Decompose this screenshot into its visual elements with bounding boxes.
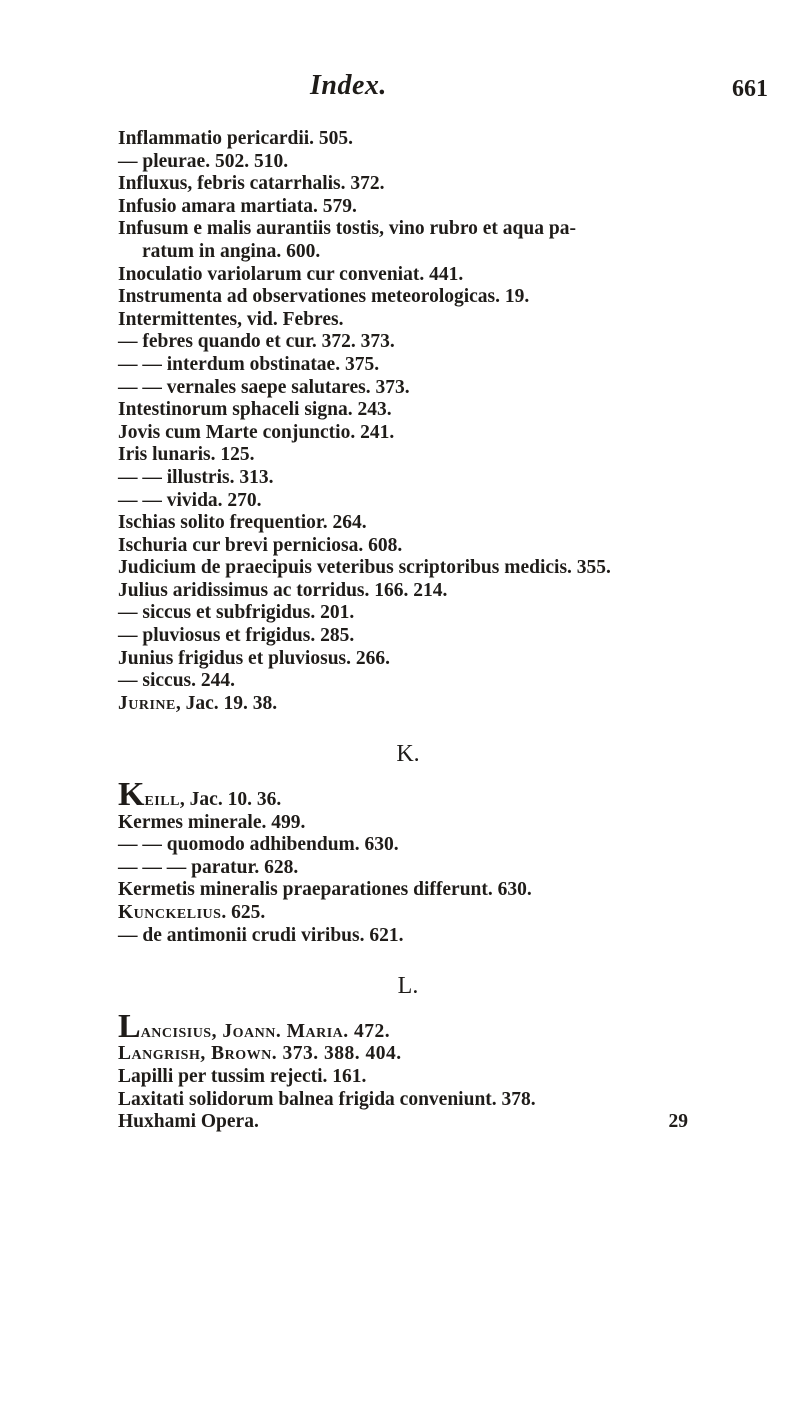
index-entry-keill — [118, 776, 778, 814]
index-entry: Junius frigidus et pluviosus. 266. — [118, 647, 391, 669]
entry-text: , Joann. Maria. 472. — [211, 1020, 391, 1042]
index-entry: Kermes minerale. 499. — [118, 811, 306, 833]
catchline: Huxhami Opera. — [118, 1111, 259, 1133]
index-entry: Influxus, febris catarrhalis. 372. — [118, 173, 385, 195]
author-name: Jurine — [118, 692, 176, 714]
index-entry: — — vernales saepe salutares. 373. — [118, 376, 410, 398]
index-entry-kunckelius — [118, 902, 778, 925]
drop-cap: L — [118, 1007, 141, 1045]
author-name: Kunckelius — [118, 902, 222, 923]
running-title: Index. — [310, 70, 387, 101]
entry-text: , Brown. 373. 388. 404. — [200, 1043, 402, 1065]
signature-mark: 29 — [668, 1111, 688, 1133]
index-entry: Inoculatio variolarum cur conveniat. 441. — [118, 263, 464, 285]
index-entry: Instrumenta ad observationes meteorologicas. 19. — [118, 286, 530, 308]
index-entry: Judicium de praecipuis veteribus scriptoribus medicis. 355. — [118, 557, 611, 579]
index-entry: Inflammatio pericardii. 505. — [118, 128, 354, 149]
page-number: 661 — [732, 76, 768, 102]
index-entry: Ischias solito frequentior. 264. — [118, 512, 367, 534]
index-entry: Jovis cum Marte conjunctio. 241. — [118, 421, 395, 443]
section-heading-k: K. — [396, 741, 420, 768]
running-head — [0, 66, 800, 106]
index-entry: Infusum e malis aurantiis tostis, vino rubro et aqua pa- — [118, 218, 576, 240]
index-entry: Kermetis mineralis praeparationes differunt. 630. — [118, 879, 532, 901]
index-entry: Intermittentes, vid. Febres. — [118, 308, 344, 330]
entry-text: , Jac. 19. 38. — [175, 692, 278, 714]
index-entry: Infusio amara martiata. 579. — [118, 195, 357, 217]
index-entry: — de antimonii crudi viribus. 621. — [118, 924, 404, 946]
index-entry: Lapilli per tussim rejecti. 161. — [118, 1065, 367, 1087]
index-entry: — — quomodo adhibendum. 630. — [118, 834, 399, 856]
index-entries-i — [118, 128, 778, 693]
index-entry: Intestinorum sphaceli signa. 243. — [118, 399, 392, 421]
index-entry: — — vivida. 270. — [118, 489, 262, 511]
entry-text: . 625. — [221, 902, 266, 923]
author-name: Langrish — [118, 1043, 201, 1065]
index-entry: Julius aridissimus ac torridus. 166. 214. — [118, 579, 448, 601]
drop-cap: K — [118, 776, 145, 814]
index-entry: — — interdum obstinatae. 375. — [118, 353, 380, 375]
index-entry: — pleurae. 502. 510. — [118, 150, 289, 172]
index-entry: Laxitati solidorum balnea frigida conveniunt. 378. — [118, 1088, 536, 1110]
index-entry: — — illustris. 313. — [118, 466, 274, 488]
index-entry-lancisius — [118, 1007, 778, 1045]
index-entry: — febres quando et cur. 372. 373. — [118, 331, 395, 353]
index-entry: — siccus et subfrigidus. 201. — [118, 602, 355, 624]
index-entry: — pluviosus et frigidus. 285. — [118, 625, 355, 647]
index-entry: Iris lunaris. 125. — [118, 444, 255, 466]
index-entry-jurine — [118, 693, 778, 716]
author-name: eill — [144, 789, 180, 811]
index-entry-continuation: ratum in angina. 600. — [142, 240, 321, 262]
index-entry: — — — paratur. 628. — [118, 856, 299, 878]
index-entry-langrish — [118, 1043, 778, 1066]
author-name: ancisius — [140, 1020, 212, 1042]
footer-line — [118, 1111, 688, 1134]
index-entries — [118, 128, 778, 1134]
index-entry: Ischuria cur brevi perniciosa. 608. — [118, 534, 403, 556]
section-heading-l: L. — [397, 973, 419, 1000]
entry-text: , Jac. 10. 36. — [179, 789, 282, 811]
index-entry: — siccus. 244. — [118, 670, 235, 692]
